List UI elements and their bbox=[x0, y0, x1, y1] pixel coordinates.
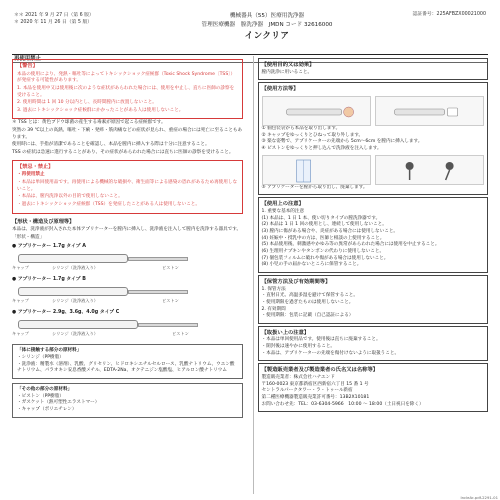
storage-line: 2. 有効期間 bbox=[261, 306, 286, 312]
right-column bbox=[253, 56, 489, 494]
manufacturer-line: 〒160-0023 東京都新宿区西新宿六丁目 15 番 1 号 bbox=[261, 381, 369, 387]
warning-line: 本品の使用により、発熱・嘔吐等によってトキシックショック症候群（Toxic Shock Syndrome〔TSS〕）が発症する可能性があります。 bbox=[17, 71, 236, 84]
tss-note: 使用時には、手指が清潔であることを確認し、本品を膣内に挿入する際は十分に注意すること。 bbox=[12, 142, 210, 148]
purpose-box bbox=[258, 58, 489, 80]
syringe-body bbox=[18, 287, 128, 296]
document-header bbox=[12, 10, 488, 54]
handling-line: ・開封後は速やかに使用すること。 bbox=[261, 344, 336, 350]
caution-line: (1) 本品は、1 日 1 本、使い切りタイプの膣洗浄器です。 bbox=[261, 215, 381, 221]
reuse-prohibited-bar: 再使用禁止 bbox=[12, 54, 488, 63]
part-label: ピストン bbox=[172, 331, 189, 337]
tss-note: TSS の症状は急速に進行することがあり、その症状があらわれた場合には直ちに医師の診察を受けること。 bbox=[12, 150, 234, 156]
manufacturer-line: セントラルパークタワー・ラ・トゥール新宿 bbox=[261, 388, 353, 394]
handling-title: 【取扱い上の注意】 bbox=[261, 329, 310, 336]
usage-box bbox=[258, 82, 489, 195]
step-illustration bbox=[262, 155, 371, 185]
revision-date-2: ＊ 2020 年 11 月 26 日（第 5 版） bbox=[14, 20, 93, 26]
piston bbox=[128, 290, 188, 294]
caution-line: (3) 膣内に傷がある場合や、炎症がある場合には使用しないこと。 bbox=[261, 228, 399, 234]
applicator-diagram-b bbox=[12, 277, 243, 307]
step-illustration bbox=[375, 155, 484, 185]
piston bbox=[138, 323, 198, 327]
part-label: キャップ bbox=[12, 298, 29, 304]
storage-line: ・使用期限：包装に記載（自己認証による） bbox=[261, 313, 354, 319]
other-materials-line: ・ガスケット（熱可塑性エラストマー） bbox=[17, 400, 100, 406]
storage-line: 1. 保管方法 bbox=[261, 286, 286, 292]
manufacturer-box bbox=[258, 363, 489, 412]
manufacturer-title: 【製造販売業者及び製造業者の氏名又は名称等】 bbox=[261, 367, 379, 374]
prohibition-line: ・本品は、膣内洗浄以外の目的で使用しないこと。 bbox=[17, 194, 123, 200]
usage-figures-row-2 bbox=[262, 155, 485, 185]
usage-step: ① 個包装袋から本品を取り出します。 bbox=[261, 126, 341, 131]
step-illustration bbox=[262, 96, 371, 126]
caution-title: 【使用上の注意】 bbox=[261, 201, 304, 208]
two-column-body bbox=[12, 56, 488, 494]
prohibition-line: ・過去にトキシックショック症候群（TSS）を発症したことがある人は使用しないこと。 bbox=[17, 201, 200, 207]
document-code: IncleAr-pdf-2291-01 bbox=[460, 494, 498, 500]
warning-box bbox=[12, 59, 243, 119]
prohibition-title: 【禁忌・禁止】 bbox=[17, 163, 54, 170]
tss-note: ＊ TSS とは：黄色ブドウ球菌の産生する毒素が原因で起こる症候群です。 bbox=[12, 120, 166, 126]
document-titles bbox=[162, 12, 372, 43]
handling-line: ・本品は、アプリケーターの先端を傷付けないように取扱うこと。 bbox=[261, 350, 400, 356]
caution-line: (4) 妊娠中・授乳中の方は、医師と相談の上使用すること。 bbox=[261, 235, 385, 241]
step-illustration bbox=[375, 96, 484, 126]
manufacturer-line: 第二種医療機器製造販売業許可番号：13B2X10181 bbox=[261, 395, 370, 401]
materials-box bbox=[12, 344, 243, 379]
product-name: インクリア bbox=[244, 31, 290, 42]
part-label: キャップ bbox=[12, 331, 29, 337]
usage-figures-row-1 bbox=[262, 96, 485, 126]
caution-line: (7) 個包装フィルムに破れや傷がある場合は使用しないこと。 bbox=[261, 255, 389, 261]
usage-step: ③ 楽な姿勢で、アプリケーターの先端から 5cm〜6cm を膣内に挿入します。 bbox=[261, 139, 423, 145]
part-label: シリンジ（洗浄液入り） bbox=[52, 331, 98, 337]
shape-subtitle: 「形状・構造」 bbox=[12, 234, 45, 240]
caution-line: (5) 本品使用後、刺激感やかゆみ等の異常があらわれた場合には使用を中止すること。 bbox=[261, 242, 440, 248]
shape-title: 【形状・構造及び原理等】 bbox=[12, 218, 75, 225]
tss-note: 突然の 39 ℃以上の高熱、嘔吐・下痢・発疹・筋肉痛などの症状が見られ、重症の場合には死亡に至ることもあります。 bbox=[12, 128, 243, 140]
syringe-body bbox=[18, 254, 128, 263]
storage-line: ・直射日光、高温多湿を避けて保管すること。 bbox=[261, 293, 358, 299]
revision-date-1: ＊＊ 2021 年 9 月 27 日（第 6 版） bbox=[14, 13, 94, 18]
warning-title: 【警告】 bbox=[17, 63, 38, 69]
warning-line: 2. 使用時間は 1 回 10 分以内とし、長時間膣内に放置しないこと。 bbox=[17, 100, 157, 106]
purpose-text: 膣内洗浄に用いること。 bbox=[261, 69, 313, 75]
applicator-diagram-a bbox=[12, 244, 243, 274]
applicator-label: ● アプリケーター 1.7g タイプ B bbox=[12, 277, 86, 283]
prohibition-line: ・本品は単回使用品です。再使用による機械的な破損や、衛生面等による感染の恐れがあるため再使用しないこと。 bbox=[17, 179, 238, 192]
purpose-title: 【使用目的又は効果】 bbox=[261, 62, 315, 68]
part-label: キャップ bbox=[12, 265, 29, 271]
part-label: シリンジ（洗浄液入り） bbox=[52, 298, 98, 304]
handling-box bbox=[258, 326, 489, 362]
usage-step: ② キャップをゆっくりとひねって取り外します。 bbox=[261, 132, 364, 138]
manufacturer-line: 製造販売業者：株式会社ハナエンド bbox=[261, 375, 335, 381]
handling-line: ・本品は単回使用品です。使用後は直ちに廃棄すること。 bbox=[261, 337, 381, 343]
materials-line: ・洗浄液：精製水（溶剤）、乳酸、グリセリン、ヒドロキシエチルセルロース、乳酸ナトリウム、ウエン酸ナトリウム、パラオキシ安息香酸メチル、EDTA-2Na、オクテニジン塩酸塩、ヒアルロン酸ナトリウム bbox=[17, 361, 235, 374]
usage-title: 【使用方法等】 bbox=[261, 86, 299, 93]
usage-step: ④ ピストンをゆっくりと押し込んで洗浄液を注入します。 bbox=[261, 145, 382, 151]
caution-line: (8) 小児の手の届かないところに保管すること。 bbox=[261, 262, 362, 268]
usage-step: ⑤ アプリケーターを膣から取り出し、廃棄します。 bbox=[261, 184, 368, 190]
manufacturer-line: お問い合わせ先：TEL：03-6304-5966 10:00 〜 18:00（土日祝日を除く） bbox=[261, 401, 424, 407]
prohibition-line: ・再使用禁止 bbox=[17, 172, 45, 178]
applicator-diagram-c bbox=[12, 310, 243, 340]
other-materials-box bbox=[12, 383, 243, 418]
materials-line: ・シリンジ（PP樹脂） bbox=[17, 355, 64, 361]
storage-line: ・使用期限を過ぎたものは使用しないこと。 bbox=[261, 299, 354, 305]
caution-box bbox=[258, 197, 489, 273]
shape-intro: 本品は、洗浄液が封入された本体アプリケーターを膣内に挿入し、洗浄液を注入して膣内を洗浄する器具です。 bbox=[12, 227, 242, 233]
warning-line: 3. 過去にトキシックショック症候群にかかったことがある人は使用しないこと。 bbox=[17, 107, 184, 113]
approval-number: 認証番号：225AFBZX00021000 bbox=[412, 12, 486, 17]
device-classification: 管理医療機器 膣洗浄器 JMDN コード 32616000 bbox=[201, 22, 333, 29]
caution-line: (2) 本品は 1 日 1 回の使用とし、連続して使用しないこと。 bbox=[261, 222, 387, 228]
applicator-label: ● アプリケーター 2.9g、3.6g、4.0g タイプ C bbox=[12, 310, 120, 316]
piston bbox=[128, 257, 188, 261]
caution-line: 1. 重要な基本的注意 bbox=[261, 208, 305, 214]
revision-dates bbox=[14, 12, 94, 26]
prohibition-box bbox=[12, 160, 243, 214]
materials-title: 「体に接触する部分の原材料」 bbox=[17, 348, 82, 354]
caution-line: (6) 生理用ナプキンやタンポンの代わりに使用しないこと。 bbox=[261, 248, 385, 254]
part-label: シリンジ（洗浄液入り） bbox=[52, 265, 98, 271]
storage-box bbox=[258, 275, 489, 324]
other-materials-line: ・キャップ（ポリエチレン） bbox=[17, 407, 77, 412]
part-label: ピストン bbox=[162, 265, 179, 271]
applicator-label: ● アプリケーター 1.7g タイプ A bbox=[12, 244, 86, 250]
warning-line: 1. 本品を使用中又は使用後に次のような症状があらわれた場合には、使用を中止し、直ちに医師の診察を受けること。 bbox=[17, 85, 235, 98]
other-materials-line: ・ピストン（PP樹脂） bbox=[17, 393, 64, 399]
device-category: 機械器具（55）医療用洗浄器 bbox=[229, 13, 305, 19]
syringe-body bbox=[18, 320, 138, 329]
left-column bbox=[12, 56, 243, 494]
other-materials-title: 「その他の部分の原材料」 bbox=[17, 387, 73, 393]
part-label: ピストン bbox=[162, 298, 179, 304]
storage-title: 【保管方法及び有効期間等】 bbox=[261, 278, 331, 285]
